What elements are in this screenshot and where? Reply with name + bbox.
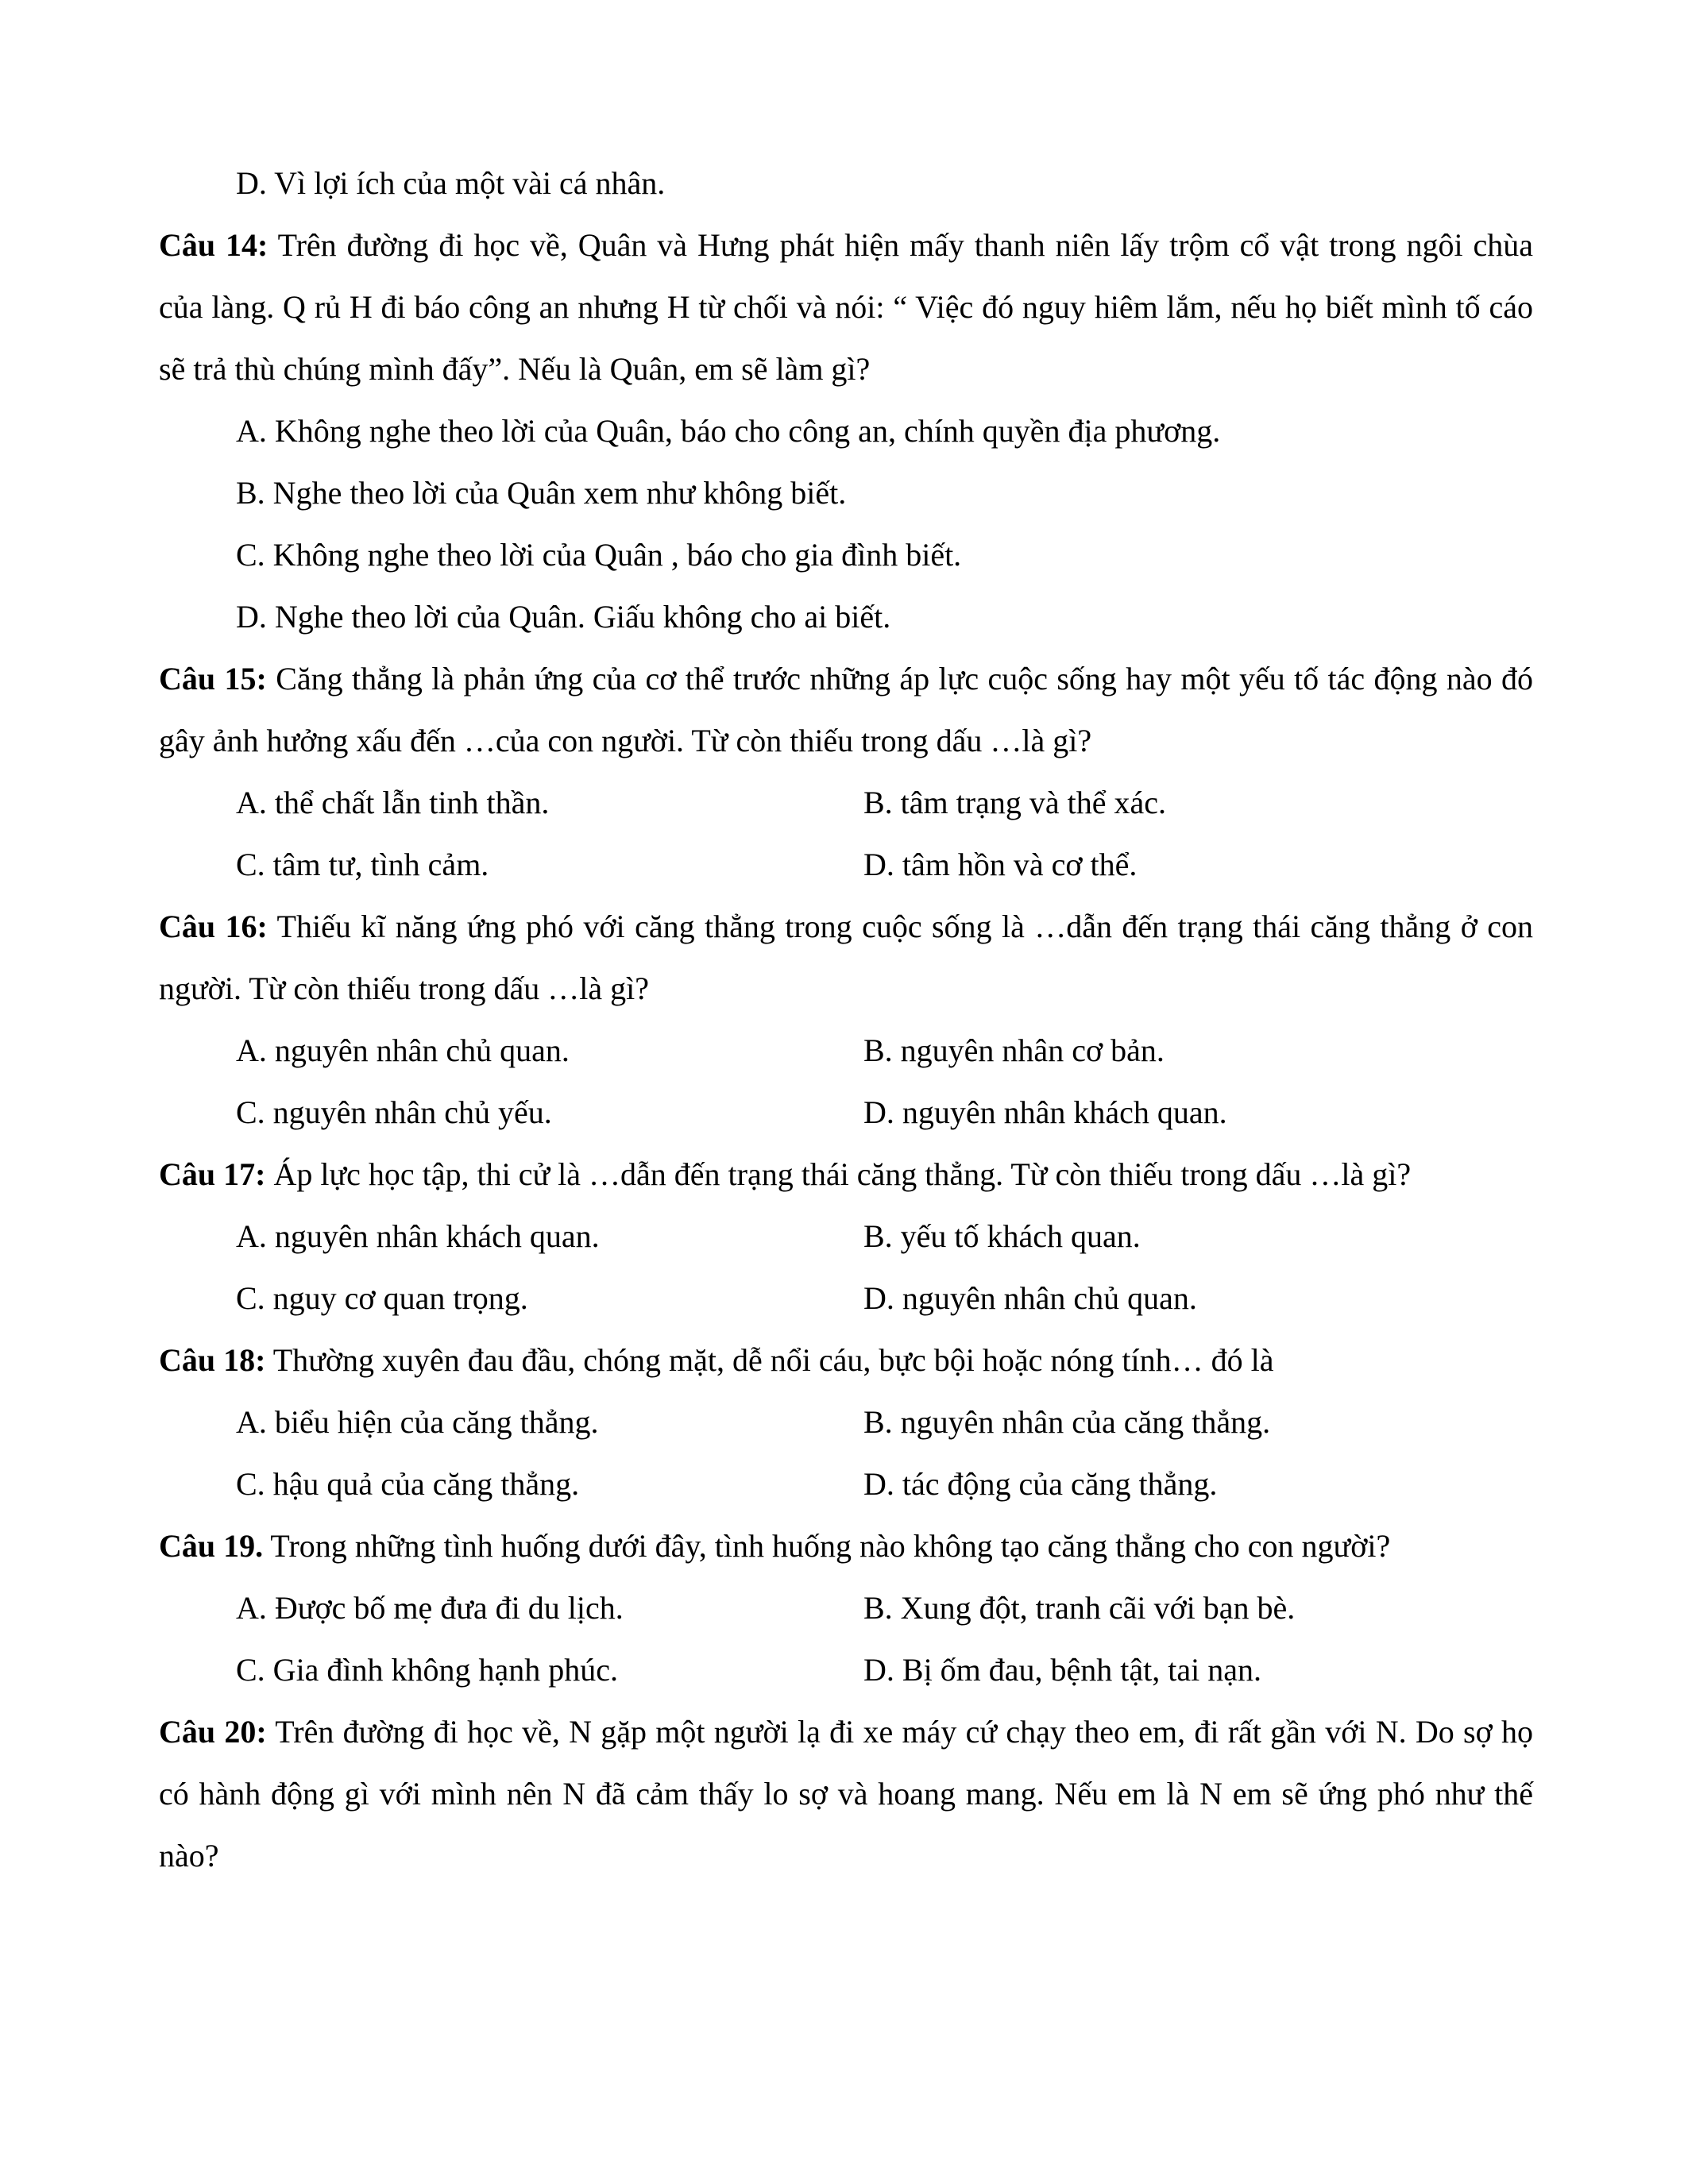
- question-16: [159, 896, 1533, 1144]
- question-18: [159, 1329, 1533, 1515]
- question-15: [159, 648, 1533, 896]
- answer-option: B. Xung đột, tranh cãi với bạn bè.: [863, 1590, 1296, 1626]
- answer-option: D. Bị ốm đau, bệnh tật, tai nạn.: [863, 1652, 1262, 1688]
- question-text: [159, 1515, 1533, 1577]
- answer-option: D. tâm hồn và cơ thể.: [863, 847, 1138, 882]
- options-row: [159, 1268, 1533, 1329]
- answer-option: B. Nghe theo lời của Quân xem như không biết.: [236, 475, 847, 511]
- question-label: Câu 20:: [159, 1714, 267, 1750]
- options-row: [159, 1082, 1533, 1144]
- question-20: [159, 1701, 1533, 1887]
- question-label: Câu 17:: [159, 1156, 266, 1192]
- question-body: Trong những tình huống dưới đây, tình huống nào không tạo căng thẳng cho con người?: [270, 1528, 1391, 1564]
- options-row: [159, 834, 1533, 896]
- question-text: [159, 896, 1533, 1020]
- question-label: Câu 18:: [159, 1342, 266, 1378]
- answer-option: A. biểu hiện của căng thẳng.: [236, 1404, 599, 1440]
- question-text: [159, 1329, 1533, 1391]
- answer-option: D. nguyên nhân khách quan.: [863, 1094, 1227, 1130]
- options-row: [159, 1206, 1533, 1268]
- question-text: [159, 214, 1533, 400]
- answer-option: A. thể chất lẫn tinh thần.: [236, 785, 550, 820]
- answer-option: C. Gia đình không hạnh phúc.: [236, 1652, 619, 1688]
- question-label: Câu 19.: [159, 1528, 264, 1564]
- options-row: [159, 1020, 1533, 1082]
- question-14: [159, 214, 1533, 648]
- question-label: Câu 14:: [159, 227, 268, 263]
- options-row: [159, 1391, 1533, 1453]
- options-row: [159, 1639, 1533, 1701]
- answer-option: A. nguyên nhân khách quan.: [236, 1218, 600, 1254]
- answer-option: C. hậu quả của căng thẳng.: [236, 1466, 580, 1502]
- question-text: [159, 1701, 1533, 1887]
- answer-option: C. nguyên nhân chủ yếu.: [236, 1094, 552, 1130]
- answer-option: D. Vì lợi ích của một vài cá nhân.: [236, 165, 666, 201]
- page-content: [159, 152, 1533, 1887]
- answer-option: B. tâm trạng và thể xác.: [863, 785, 1166, 820]
- answer-option: D. tác động của căng thẳng.: [863, 1466, 1218, 1502]
- answer-option: B. yếu tố khách quan.: [863, 1218, 1141, 1254]
- options-row: [159, 1453, 1533, 1515]
- question-body: Trên đường đi học về, Quân và Hưng phát hiện mấy thanh niên lấy trộm cổ vật trong ngôi chùa của làng. Q rủ H đi báo công an nhưng H từ chối và nói: “ Việc đó nguy hiêm lắm, nếu họ biết mình tố cáo sẽ trả thù chúng mình đấy”. Nếu là Quân, em sẽ làm gì?: [159, 227, 1533, 387]
- answer-option: B. nguyên nhân của căng thẳng.: [863, 1404, 1271, 1440]
- question-body: Áp lực học tập, thi cử là …dẫn đến trạng thái căng thẳng. Từ còn thiếu trong dấu …là gì?: [273, 1156, 1412, 1192]
- question-text: [159, 648, 1533, 772]
- question-label: Câu 15:: [159, 661, 267, 696]
- answer-option: C. nguy cơ quan trọng.: [236, 1280, 528, 1316]
- answer-option: B. nguyên nhân cơ bản.: [863, 1032, 1165, 1068]
- options-row: [159, 1577, 1533, 1639]
- question-body: Căng thẳng là phản ứng của cơ thể trước những áp lực cuộc sống hay một yếu tố tác động nào đó gây ảnh hưởng xấu đến …của con người. Từ còn thiếu trong dấu …là gì?: [159, 661, 1534, 758]
- question-19: [159, 1515, 1533, 1701]
- question-text: [159, 1144, 1533, 1206]
- answer-option: D. Nghe theo lời của Quân. Giấu không cho ai biết.: [236, 599, 891, 635]
- question-body: Thiếu kĩ năng ứng phó với căng thẳng trong cuộc sống là …dẫn đến trạng thái căng thẳng ở con người. Từ còn thiếu trong dấu …là gì?: [159, 909, 1534, 1006]
- answer-option: A. Được bố mẹ đưa đi du lịch.: [236, 1590, 624, 1626]
- answer-option: A. nguyên nhân chủ quan.: [236, 1032, 570, 1068]
- question-label: Câu 16:: [159, 909, 268, 944]
- answer-option: D. nguyên nhân chủ quan.: [863, 1280, 1197, 1316]
- answer-option: C. Không nghe theo lời của Quân , báo cho gia đình biết.: [236, 537, 962, 573]
- answer-option: A. Không nghe theo lời của Quân, báo cho công an, chính quyền địa phương.: [236, 413, 1221, 449]
- options-row: [159, 772, 1533, 834]
- question-body: Thường xuyên đau đầu, chóng mặt, dễ nổi cáu, bực bội hoặc nóng tính… đó là: [272, 1342, 1274, 1378]
- question-17: [159, 1144, 1533, 1329]
- question-body: Trên đường đi học về, N gặp một người lạ đi xe máy cứ chạy theo em, đi rất gần với N. Do sợ họ có hành động gì với mình nên N đã cảm thấy lo sợ và hoang mang. Nếu em là N em sẽ ứng phó như thế nào?: [159, 1714, 1533, 1873]
- answer-option: C. tâm tư, tình cảm.: [236, 847, 489, 882]
